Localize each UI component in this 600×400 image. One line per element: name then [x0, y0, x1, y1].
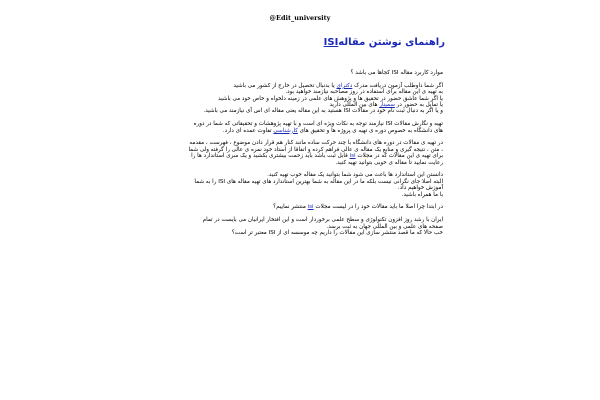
text: یا اگر شما عاشق حضور در تحقیق ها و پژوهش های علمی در زمینه دلخواه و خاص خود می باشید	[218, 95, 443, 102]
paragraph-question: موارد کاربرد مقاله ISI کجاها می باشد ؟	[350, 70, 443, 76]
text: البته اصلا جای نگرانی نیست بلکه ما در این مقاله به شما بهترین استاندارد های تهیه مقاله های ISI را به شما آموزش خواهیم داد.	[194, 178, 443, 192]
link-isi-journals[interactable]: isi	[307, 204, 314, 211]
paragraph-uses	[188, 83, 443, 115]
text: های بین المللی دارید	[329, 102, 380, 109]
paragraph-iran	[188, 217, 443, 236]
link-seminar[interactable]: سمینار	[379, 102, 395, 109]
title-isi: ISI	[323, 37, 339, 48]
text: اگر شما داوطلب آزمون دریافت مدرک	[352, 82, 443, 89]
text: در ابتدا چرا اصلا ما باید مقالات خود را در لیست مجلات	[313, 204, 443, 211]
text: تفاوت عمده ای دارد.	[222, 127, 274, 134]
text: یا تمایل به حضور در	[394, 102, 443, 109]
link-isi[interactable]: isi	[349, 153, 356, 160]
paragraph-why-publish	[188, 204, 443, 210]
paragraph-requirements	[188, 121, 443, 134]
text: تهیه و نگارش مقالات ISI نیازمند توجه به نکات ویژه ای است و با تهیه پژوهشات و تحقیقاتی که شما در دوره های دانشگاه به خصوص دوره ی تهیه ی پروژه ها و تحقیق های	[193, 121, 443, 134]
paragraph-standards	[188, 172, 443, 198]
title-text: راهنمای نوشتن مقاله	[338, 37, 445, 48]
text: یا بدنبال تحصیل در خارج از کشور می باشید	[233, 82, 337, 89]
link-doctorate[interactable]: دکترای	[336, 82, 353, 89]
text: با ما همراه باشید.	[401, 191, 443, 198]
text: منتشر نماییم؟	[273, 204, 308, 211]
link-bachelor[interactable]: کارشناسی	[273, 127, 298, 134]
text: قابل ثبت باشد باید زحمت بیشتری بکشید و یک سری استاندارد ها را رعایت نمایید تا مقاله ی خوبی بتوانید تهیه کنید.	[191, 153, 443, 166]
text: خب حالا که ما قصد منتشر سازی این مقالات را داریم چه موسسه ای از ISI معتبر تر است؟	[231, 230, 443, 237]
document-body	[188, 70, 443, 243]
paragraph-university-articles	[188, 140, 443, 166]
text: در تهیه ی مقالات در دوره های دانشگاه با چند حرکت ساده مانند کنار هم قرار دادن موضوع ، فهرست ، مقدمه ، متن ، نتیجه گیری و منابع یک مقاله ی عالی فراهم کرده و اتفاقا از استاد خود نمره ی عالی را گرفته ولی شما برای تهیه ی این مقالات که در مجلات	[188, 140, 443, 160]
document-title	[145, 36, 445, 49]
text: و یا اگر به دنبال ثبت نام خود در مقالات ISI هستید به این مقاله یعنی مقاله ای اس آی نیازمند می باشید.	[203, 108, 443, 115]
text: ایران با رشد روز افزون تکنولوژی و سطح علمی برخوردار است و این افتخار ایرانیان می بایست در تمام صفحه های علمی و بین المللی جهان به ثبت برسد.	[202, 217, 443, 230]
channel-handle: @Edit_university	[269, 14, 331, 22]
text: دانستن این استاندارد ها باعث می شود شما بتوانید یک مقاله خوب تهیه کنید.	[267, 172, 443, 179]
text: به تهیه ی این مقاله برای استفاده در روز مصاحبه نیازمند خواهید بود.	[285, 89, 443, 96]
